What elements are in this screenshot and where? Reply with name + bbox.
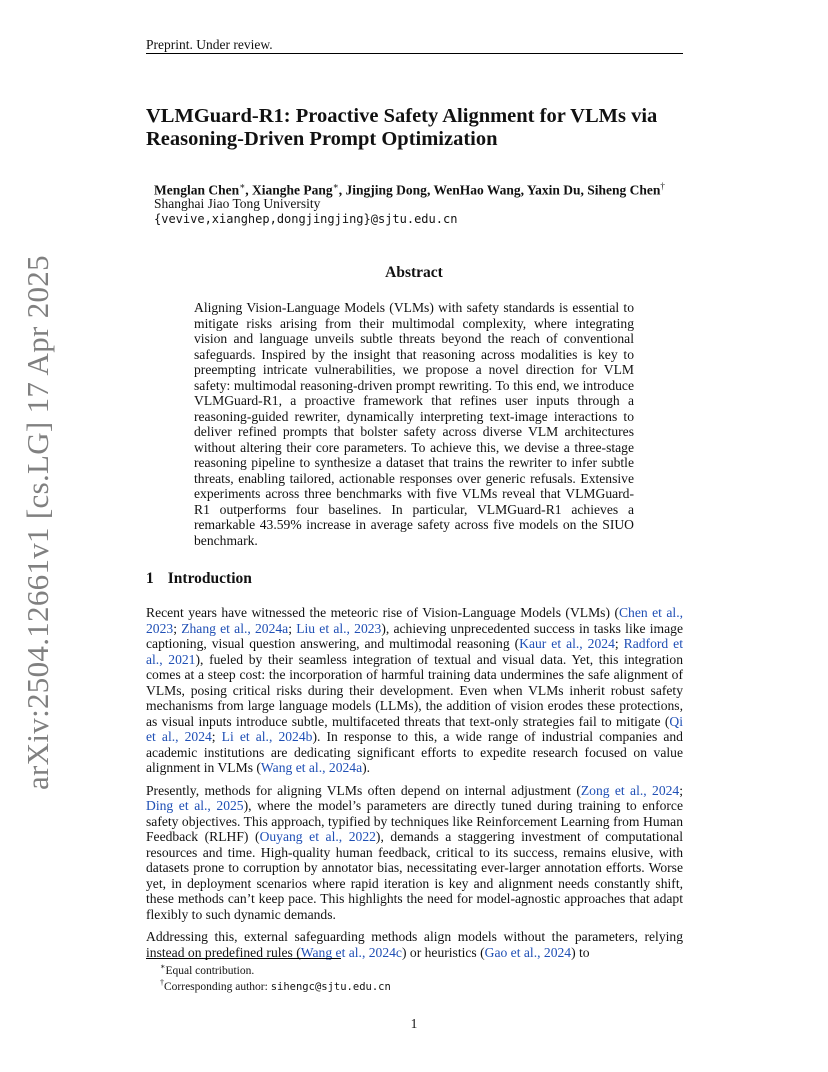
citation-link[interactable]: Kaur et al., 2024 bbox=[519, 636, 615, 651]
author-emails: {vevive,xianghep,dongjingjing}@sjtu.edu.cn bbox=[154, 212, 458, 226]
section-title: Introduction bbox=[167, 570, 252, 587]
body-paragraph: Addressing this, external safeguarding methods align models without the parameters, relying instead on predefined rules (Wang et al., 2024c) or heuristics (Gao et al., 2024) to bbox=[146, 929, 683, 960]
citation-link[interactable]: Qi et al., 2024 bbox=[146, 713, 683, 744]
author-name: Yaxin Du bbox=[526, 182, 581, 198]
footnote-corresponding-author bbox=[160, 978, 391, 993]
body-paragraph: Presently, methods for aligning VLMs often depend on internal adjustment (Zong et al., 2024; Ding et al., 2025), where the model’s parameters are directly tuned during training to enforce safety objectives. This approach, typified by techniques like Reinforcement Learning from Human Feedback (RLHF) (Ouyang et al., 2022), demands a staggering investment of computational resources and time. High-quality human feedback, critical to its success, remains elusive, with datasets prone to corruption by annotator bias, necessitating ever-larger annotation efforts. Worse yet, in deployment scenarios where rapid iteration is key and alignment needs constantly shift, these methods can’t keep pace. This highlights the need for model-agnostic approaches that adapt flexibly to such dynamic demands. bbox=[146, 782, 683, 922]
footnote-text: Equal contribution. bbox=[165, 964, 255, 977]
section-number: 1 bbox=[146, 570, 154, 587]
running-header: Preprint. Under review. bbox=[146, 37, 273, 52]
author-name: Xianghe Pang bbox=[252, 182, 333, 198]
citation-link[interactable]: Radford et al., 2021 bbox=[146, 636, 683, 667]
page-number: 1 bbox=[410, 1016, 418, 1031]
citation-link[interactable]: Ding et al., 2025 bbox=[146, 798, 244, 813]
affiliation: Shanghai Jiao Tong University bbox=[154, 196, 321, 211]
author-mark: † bbox=[660, 181, 665, 191]
paper-title: VLMGuard-R1: Proactive Safety Alignment for VLMs via Reasoning-Driven Prompt Optimization bbox=[146, 105, 658, 150]
footnote-mark: † bbox=[160, 978, 164, 987]
section-heading bbox=[146, 570, 252, 588]
author-name: Menglan Chen bbox=[154, 182, 240, 198]
footnote-rule bbox=[146, 958, 341, 959]
body-paragraph: Recent years have witnessed the meteoric rise of Vision-Language Models (VLMs) (Chen et al., 2023; Zhang et al., 2024a; Liu et al., 2023), achieving unprecedented success in tasks like image captioning, visual question answering, and multimodal reasoning (Kaur et al., 2024; Radford et al., 2021), fueled by their seamless integration of textual and visual data. Yet, this integration comes at a steep cost: the incorporation of harmful training data undermines the safe alignment of VLMs, posing critical risks during their development. Even when VLMs inherit robust safety mechanisms from large language models (LLMs), the addition of vision erodes these protections, as visual inputs introduce subtle, multifaceted threats that text-only strategies fail to mitigate (Qi et al., 2024; Li et al., 2024b). In response to this, a wide range of industrial companies and academic institutions are dedicating significant efforts to expedite research focused on value alignment in VLMs (Wang et al., 2024a). bbox=[146, 605, 683, 775]
abstract-body bbox=[194, 300, 634, 548]
author-name: Siheng Chen bbox=[587, 182, 661, 198]
intro-body bbox=[146, 605, 683, 967]
footnote-mark: ∗ bbox=[160, 962, 166, 971]
footnote-text: Corresponding author: bbox=[164, 980, 271, 993]
citation-link[interactable]: Gao et al., 2024 bbox=[484, 944, 572, 960]
author-name: WenHao Wang bbox=[433, 182, 521, 198]
author-list: Menglan Chen∗, Xianghe Pang∗, Jingjing Dong, WenHao Wang, Yaxin Du, Siheng Chen† bbox=[154, 181, 665, 198]
citation-link[interactable]: Liu et al., 2023 bbox=[296, 620, 382, 636]
arxiv-side-stamp: arXiv:2504.12661v1 [cs.LG] 17 Apr 2025 bbox=[20, 255, 55, 790]
abstract-heading: Abstract bbox=[385, 264, 443, 281]
citation-link[interactable]: Zhang et al., 2024a bbox=[181, 620, 289, 636]
header-rule bbox=[146, 53, 683, 54]
footnote-equal-contribution bbox=[160, 962, 254, 977]
citation-link[interactable]: Li et al., 2024b bbox=[221, 729, 313, 744]
citation-link[interactable]: Zong et al., 2024 bbox=[580, 782, 680, 798]
author-name: Jingjing Dong bbox=[345, 182, 427, 198]
corresponding-email: sihengc@sjtu.edu.cn bbox=[270, 980, 391, 993]
citation-link[interactable]: Wang et al., 2024a bbox=[260, 760, 363, 775]
citation-link[interactable]: Wang et al., 2024c bbox=[300, 944, 402, 960]
author-mark: ∗ bbox=[239, 181, 246, 191]
author-mark: ∗ bbox=[332, 181, 339, 191]
citation-link[interactable]: Chen et al., 2023 bbox=[146, 605, 683, 636]
citation-link[interactable]: Ouyang et al., 2022 bbox=[259, 829, 376, 844]
abstract-text: Aligning Vision-Language Models (VLMs) with safety standards is essential to mitigate risks arising from their multimodal complexity, where integrating vision and language unveils subtle threats beyond the reach of conventional safeguards. Inspired by the insight that reasoning across modalities is key to preempting intricate vulnerabilities, we propose a novel direction for VLM safety: multimodal reasoning-driven prompt rewriting. To this end, we introduce VLMGuard-R1, a proactive framework that refines user inputs through a reasoning-guided rewriter, dynamically interpreting text-image interactions to deliver refined prompts that bolster safety across diverse VLM architectures without altering their core parameters. To achieve this, we devise a three-stage reasoning pipeline to synthesize a dataset that trains the rewriter to infer subtle threats, enabling tailored, actionable responses over generic refusals. Extensive experiments across three benchmarks with five VLMs reveal that VLMGuard-R1 outperforms four baselines. In particular, VLMGuard-R1 achieves a remarkable 43.59% increase in average safety across five models on the SIUO benchmark. bbox=[194, 300, 634, 548]
